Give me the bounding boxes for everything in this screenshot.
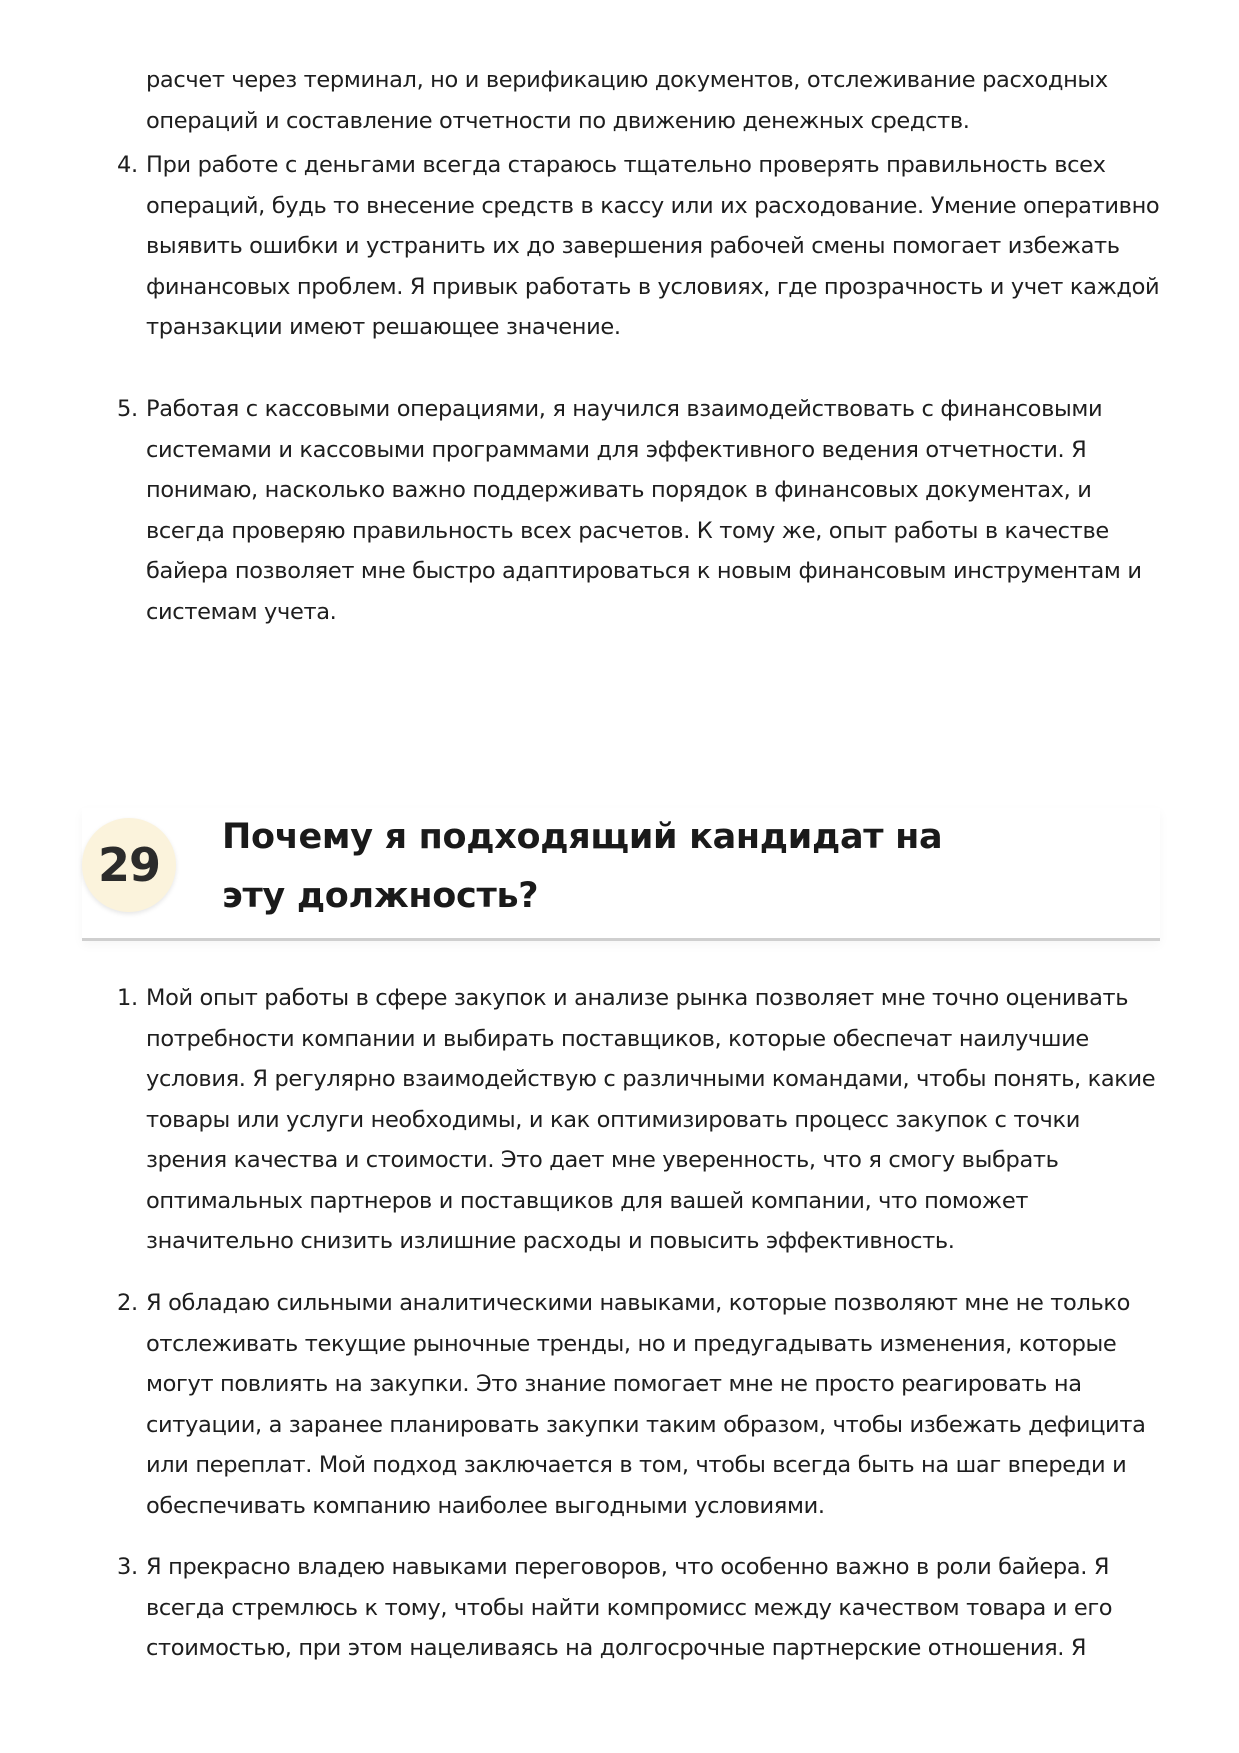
list-item (117, 389, 1166, 632)
list-item (117, 978, 1166, 1262)
list-item-text: Мой опыт работы в сфере закупок и анализе рынка позволяет мне точно оценивать потребности компании и выбирать поставщиков, которые обеспечат наилучшие условия. Я регулярно взаимодействую с различными командами, чтобы понять, какие товары или услуги необходимы, и как оптимизировать процесс закупок с точки зрения качества и стоимости. Это дает мне уверенность, что я смогу выбрать оптимальных партнеров и поставщиков для вашей компании, что поможет значительно снизить излишние расходы и повысить эффективность. (146, 985, 1156, 1254)
list-item (117, 1547, 1166, 1669)
list-item (117, 145, 1166, 348)
list-item-text: расчет через терминал, но и верификацию документов, отслеживание расходных операций и составление отчетности по движению денежных средств. (146, 67, 1108, 134)
list-item-text: При работе с деньгами всегда стараюсь тщательно проверять правильность всех операций, будь то внесение средств в кассу или их расходование. Умение оперативно выявить ошибки и устранить их до завершения рабочей смены помогает избежать финансовых проблем. Я привык работать в условиях, где прозрачность и учет каждой транзакции имеют решающее значение. (146, 152, 1160, 340)
list-item-number: 3. (117, 1554, 138, 1580)
list-item-text: Я прекрасно владею навыками переговоров, что особенно важно в роли байера. Я всегда стремлюсь к тому, чтобы найти компромисс между качеством товара и его стоимостью, при этом нацеливаясь на долгосрочные партнерские отношения. Я (146, 1554, 1113, 1661)
list-item-number: 4. (117, 152, 138, 178)
section-number-badge: 29 (82, 818, 176, 912)
list-item-text: Я обладаю сильными аналитическими навыками, которые позволяют мне не только отслеживать текущие рыночные тренды, но и предугадывать изменения, которые могут повлиять на закупки. Это знание помогает мне не просто реагировать на ситуации, а заранее планировать закупки таким образом, чтобы избежать дефицита или переплат. Мой подход заключается в том, чтобы всегда быть на шаг впереди и обеспечивать компанию наиболее выгодными условиями. (146, 1290, 1146, 1519)
section-header (82, 808, 1160, 941)
list-item-number: 5. (117, 396, 138, 422)
list-item (117, 1283, 1166, 1526)
section-title: Почему я подходящий кандидат на эту должность? (222, 817, 943, 916)
list-item-text: Работая с кассовыми операциями, я научился взаимодействовать с финансовыми системами и кассовыми программами для эффективного ведения отчетности. Я понимаю, насколько важно поддерживать порядок в финансовых документах, и всегда проверяю правильность всех расчетов. К тому же, опыт работы в качестве байера позволяет мне быстро адаптироваться к новым финансовым инструментам и системам учета. (146, 396, 1142, 625)
list-item-continuation (146, 60, 1166, 141)
list-item-number: 2. (117, 1290, 138, 1316)
list-item-number: 1. (117, 985, 138, 1011)
